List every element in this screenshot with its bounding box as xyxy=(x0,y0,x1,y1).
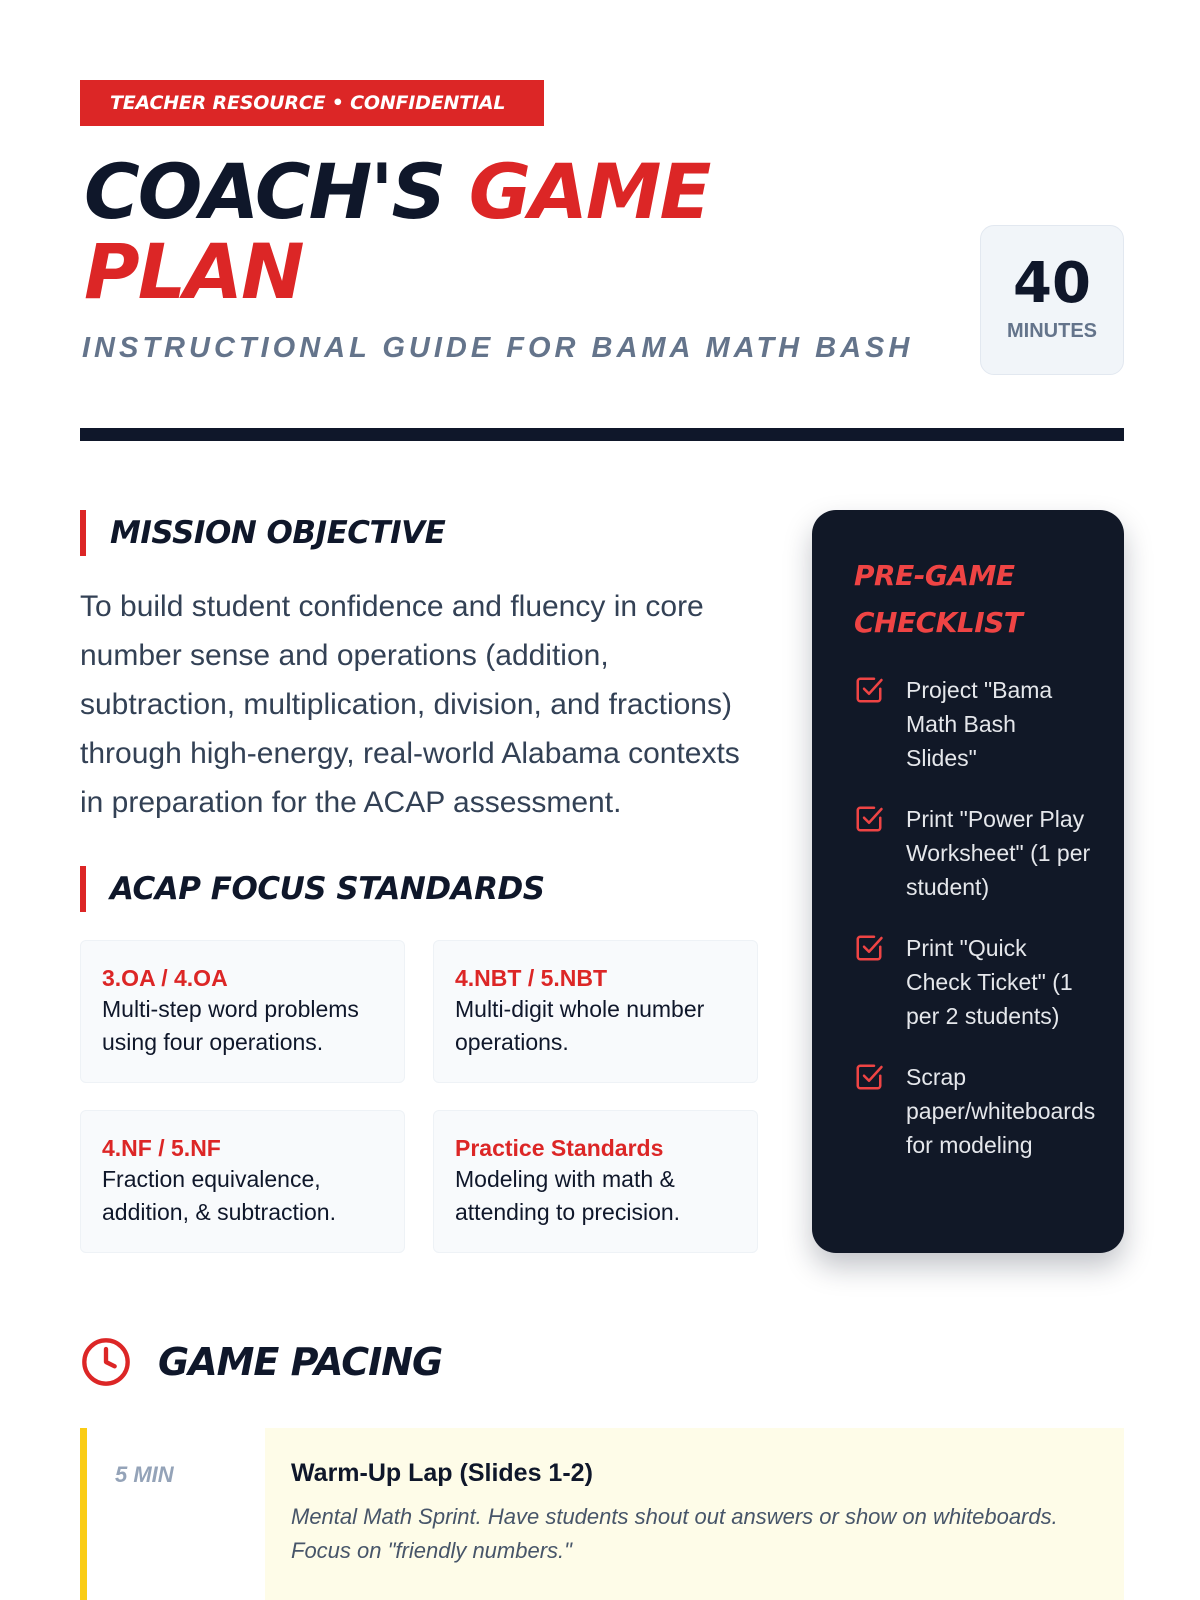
mission-heading: MISSION OBJECTIVE xyxy=(80,510,445,556)
title-plan: PLAN xyxy=(84,227,303,316)
standard-code: 3.OA / 4.OA xyxy=(102,965,228,991)
checkbox-checked-icon xyxy=(854,675,884,705)
checklist-item-text: Print "Power Play Worksheet" (1 per student) xyxy=(906,806,1091,900)
title-coachs: COACH'S xyxy=(84,147,469,236)
pacing-description: Mental Math Sprint. Have students shout out answers or show on whiteboards. Focus on "friendly numbers." xyxy=(291,1504,1058,1563)
standard-card xyxy=(80,1110,405,1253)
checklist-item-text: Print "Quick Check Ticket" (1 per 2 students) xyxy=(906,935,1073,1029)
standard-code: 4.NBT / 5.NBT xyxy=(455,965,608,991)
checklist-item xyxy=(854,931,1104,1033)
standard-code: Practice Standards xyxy=(455,1135,664,1161)
checklist-title-line2: CHECKLIST xyxy=(854,606,1023,639)
checklist-title-line1: PRE-GAME xyxy=(854,559,1015,592)
checklist-item-text: Scrap paper/whiteboards for modeling xyxy=(906,1064,1096,1158)
standard-card xyxy=(433,940,758,1083)
pacing-row xyxy=(80,1428,1124,1600)
pacing-body xyxy=(265,1428,1124,1600)
pacing-heading-text: GAME PACING xyxy=(158,1340,443,1384)
pacing-time: 5 MIN xyxy=(115,1462,174,1487)
clock-icon xyxy=(80,1336,132,1388)
standard-description: Multi-digit whole number operations. xyxy=(455,996,705,1055)
mission-text: To build student confidence and fluency in core number sense and operations (addition, subtraction, multiplication, division, and fractions) through high-energy, real-world Alabama contexts in preparation for the ACAP assessment. xyxy=(80,590,740,819)
checklist-item xyxy=(854,1060,1104,1162)
confidential-badge: TEACHER RESOURCE • CONFIDENTIAL xyxy=(80,80,544,126)
header-divider xyxy=(80,428,1124,441)
standard-description: Modeling with math & attending to precision. xyxy=(455,1166,681,1225)
checkbox-checked-icon xyxy=(854,933,884,963)
duration-value: 40 xyxy=(1013,251,1091,316)
checklist-item xyxy=(854,673,1104,775)
standard-code: 4.NF / 5.NF xyxy=(102,1135,221,1161)
checklist-title xyxy=(854,552,1104,646)
title-game: GAME xyxy=(468,147,710,236)
standard-card xyxy=(80,940,405,1083)
pre-game-checklist xyxy=(812,510,1124,1253)
page-title xyxy=(84,147,710,316)
pacing-title: Warm-Up Lap (Slides 1-2) xyxy=(291,1459,593,1487)
checklist-item-text: Project "Bama Math Bash Slides" xyxy=(906,677,1053,771)
page-subtitle: INSTRUCTIONAL GUIDE FOR BAMA MATH BASH xyxy=(82,332,914,364)
checklist-item xyxy=(854,802,1104,904)
standard-card xyxy=(433,1110,758,1253)
standards-heading: ACAP FOCUS STANDARDS xyxy=(80,866,545,912)
checkbox-checked-icon xyxy=(854,1062,884,1092)
duration-label: MINUTES xyxy=(1007,320,1097,342)
standard-description: Multi-step word problems using four operations. xyxy=(102,996,359,1055)
checkbox-checked-icon xyxy=(854,804,884,834)
duration-box xyxy=(980,225,1124,375)
pacing-heading xyxy=(80,1336,442,1388)
standard-description: Fraction equivalence, addition, & subtraction. xyxy=(102,1166,336,1225)
